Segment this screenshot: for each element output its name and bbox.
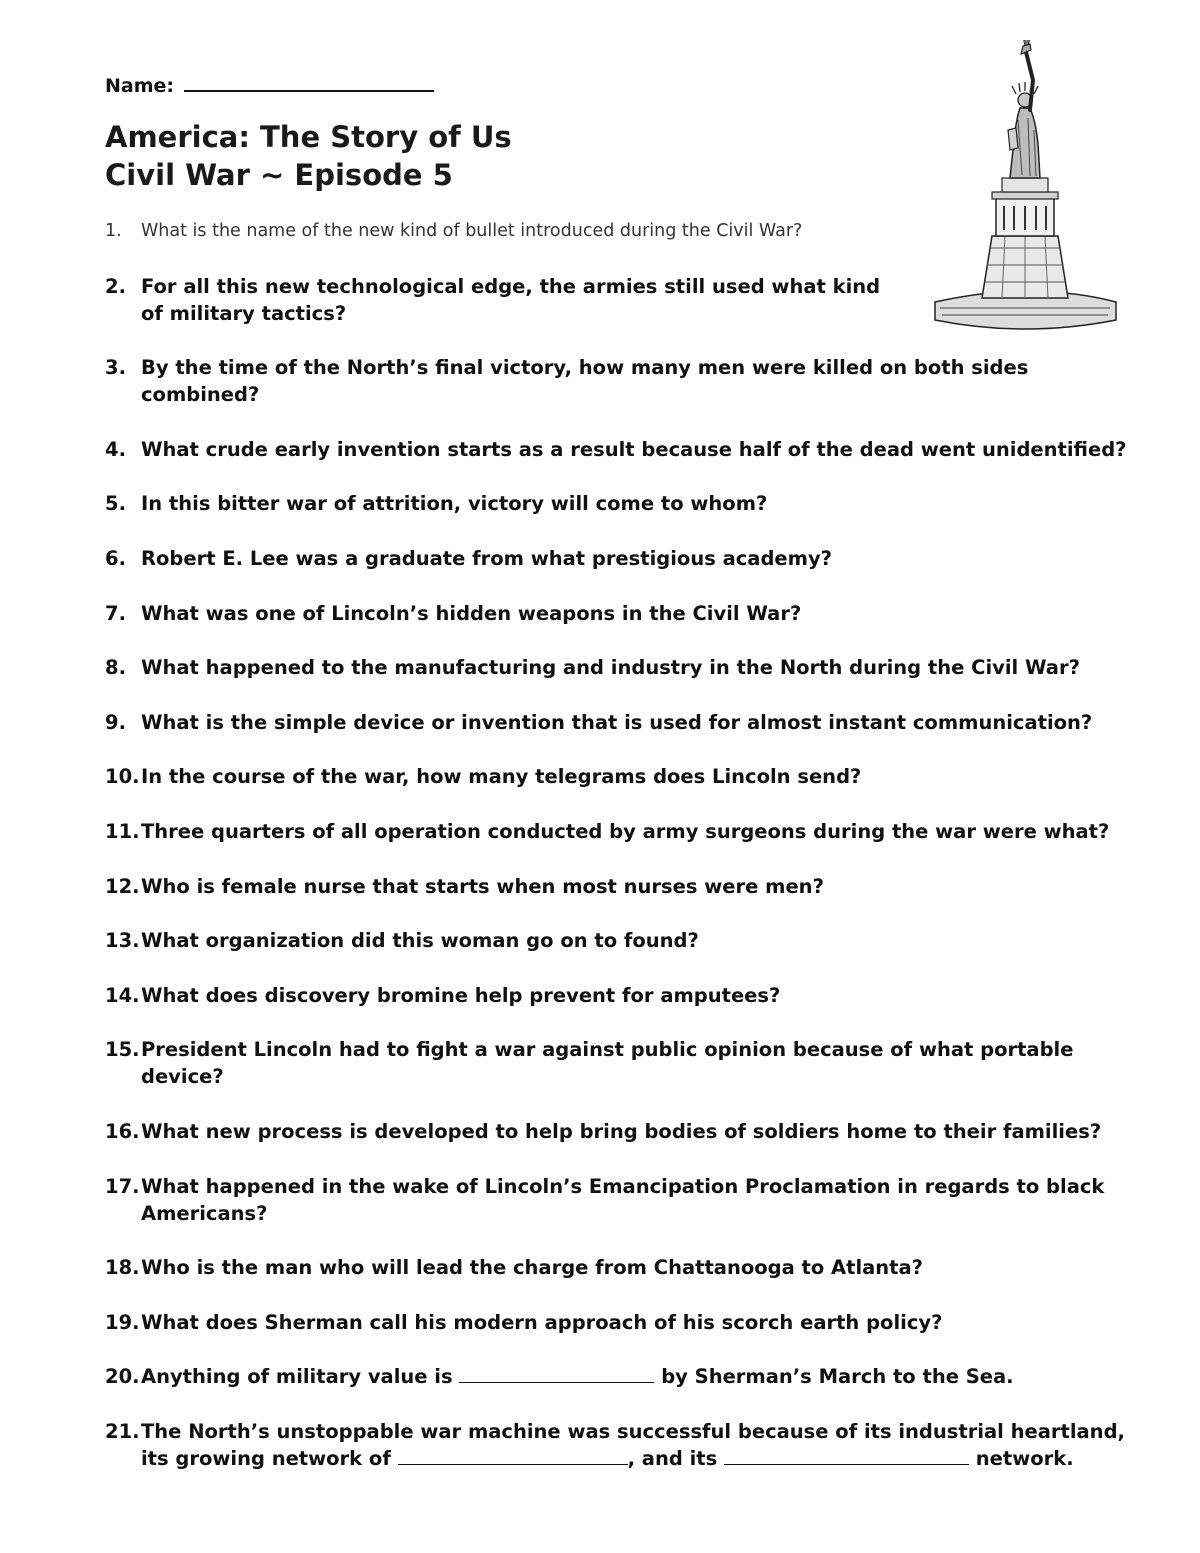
question-19 bbox=[105, 1309, 1135, 1336]
question-text: In this bitter war of attrition, victory will come to whom? bbox=[141, 492, 768, 516]
question-15 bbox=[105, 1036, 1135, 1090]
question-number: 5. bbox=[105, 492, 126, 516]
question-number: 1. bbox=[105, 221, 122, 241]
question-number: 3. bbox=[105, 356, 126, 380]
question-text: What happened to the manufacturing and industry in the North during the Civil War? bbox=[141, 656, 1080, 680]
question-number: 19. bbox=[105, 1310, 140, 1334]
question-number: 21. bbox=[105, 1419, 140, 1443]
question-number: 9. bbox=[105, 710, 126, 734]
question-text: In the course of the war, how many telegrams does Lincoln send? bbox=[141, 765, 862, 789]
question-1 bbox=[105, 218, 1135, 245]
question-18 bbox=[105, 1254, 1135, 1281]
question-17 bbox=[105, 1173, 1135, 1227]
question-20 bbox=[105, 1363, 1135, 1390]
question-number: 18. bbox=[105, 1256, 140, 1280]
question-12 bbox=[105, 873, 1135, 900]
question-text: By the time of the North’s final victory, how many men were killed on both sides combined? bbox=[141, 356, 1029, 407]
question-text: Who is the man who will lead the charge from Chattanooga to Atlanta? bbox=[141, 1256, 923, 1280]
question-number: 15. bbox=[105, 1038, 140, 1062]
question-text: What new process is developed to help bring bodies of soldiers home to their families? bbox=[141, 1119, 1102, 1143]
name-label: Name: bbox=[105, 75, 175, 97]
question-number: 4. bbox=[105, 437, 126, 461]
question-text: What happened in the wake of Lincoln’s Emancipation Proclamation in regards to black Americans? bbox=[141, 1174, 1105, 1225]
question-number: 17. bbox=[105, 1174, 140, 1198]
title-line-2: Civil War ~ Episode 5 bbox=[105, 158, 453, 192]
question-number: 13. bbox=[105, 929, 140, 953]
question-text: Three quarters of all operation conducted by army surgeons during the war were what? bbox=[141, 819, 1110, 843]
question-14 bbox=[105, 982, 1135, 1009]
question-text-part-2: by Sherman’s March to the Sea. bbox=[661, 1365, 1014, 1389]
worksheet-title bbox=[105, 118, 512, 194]
question-number: 8. bbox=[105, 656, 126, 680]
question-10 bbox=[105, 763, 1135, 790]
question-number: 20. bbox=[105, 1365, 140, 1389]
title-line-1: America: The Story of Us bbox=[105, 120, 512, 154]
question-text: For all this new technological edge, the armies still used what kind of military tactics? bbox=[141, 274, 881, 325]
answer-blank[interactable] bbox=[724, 1446, 969, 1465]
question-7 bbox=[105, 600, 1135, 627]
question-number: 7. bbox=[105, 601, 126, 625]
question-3 bbox=[105, 354, 1135, 408]
question-text: President Lincoln had to fight a war against public opinion because of what portable device? bbox=[141, 1038, 1074, 1089]
question-list bbox=[105, 218, 1135, 1499]
question-number: 16. bbox=[105, 1119, 140, 1143]
question-text: What was one of Lincoln’s hidden weapons in the Civil War? bbox=[141, 601, 802, 625]
question-text: Who is female nurse that starts when most nurses were men? bbox=[141, 874, 824, 898]
question-number: 10. bbox=[105, 765, 140, 789]
question-5 bbox=[105, 490, 1135, 517]
question-text: What is the simple device or invention that is used for almost instant communication? bbox=[141, 710, 1093, 734]
question-number: 6. bbox=[105, 546, 126, 570]
question-number: 11. bbox=[105, 819, 140, 843]
question-4 bbox=[105, 436, 1135, 463]
question-text: What organization did this woman go on to found? bbox=[141, 929, 699, 953]
question-number: 12. bbox=[105, 874, 140, 898]
answer-blank[interactable] bbox=[398, 1446, 628, 1465]
question-21 bbox=[105, 1418, 1135, 1472]
question-13 bbox=[105, 927, 1135, 954]
question-number: 2. bbox=[105, 274, 126, 298]
question-number: 14. bbox=[105, 983, 140, 1007]
answer-blank[interactable] bbox=[459, 1364, 654, 1383]
question-11 bbox=[105, 818, 1135, 845]
question-text: What does discovery bromine help prevent for amputees? bbox=[141, 983, 781, 1007]
question-text: Robert E. Lee was a graduate from what prestigious academy? bbox=[141, 546, 832, 570]
question-text-part-3: network. bbox=[975, 1446, 1074, 1470]
question-8 bbox=[105, 654, 1135, 681]
question-text-part-1: Anything of military value is bbox=[141, 1365, 453, 1389]
question-text: What is the name of the new kind of bullet introduced during the Civil War? bbox=[141, 221, 803, 241]
question-16 bbox=[105, 1118, 1135, 1145]
question-6 bbox=[105, 545, 1135, 572]
question-2 bbox=[105, 273, 1135, 327]
name-row bbox=[105, 72, 434, 97]
question-text-part-1: The North’s unstoppable war machine was successful because of its industrial heartland, its growing network of bbox=[141, 1419, 1125, 1470]
question-9 bbox=[105, 709, 1135, 736]
question-text: What does Sherman call his modern approach of his scorch earth policy? bbox=[141, 1310, 943, 1334]
name-blank[interactable] bbox=[184, 72, 434, 92]
question-text: What crude early invention starts as a result because half of the dead went unidentified? bbox=[141, 437, 1127, 461]
question-text-part-2: , and its bbox=[627, 1446, 718, 1470]
